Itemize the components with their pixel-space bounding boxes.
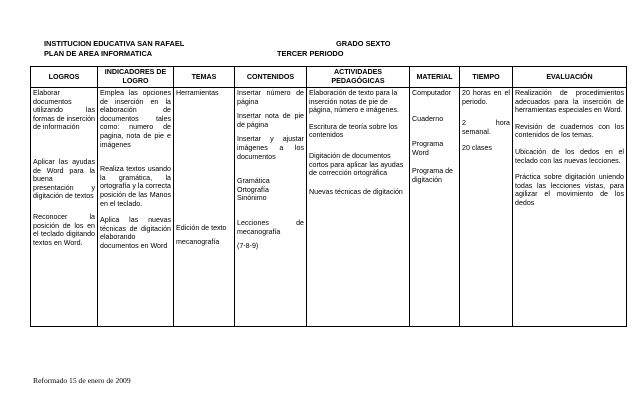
col-header-temas: TEMAS — [174, 67, 235, 88]
indicador-item: Emplea las opciones de inserción en la elaboración de documentos tales como: numero de pagina, nota de pie e imágenes — [100, 89, 171, 149]
material-item: Computador — [412, 89, 452, 97]
col-header-contenidos: CONTENIDOS — [235, 67, 307, 88]
tiempo-item: 2 hora semanal. — [462, 119, 510, 136]
logro-item: Aplicar las ayudas de Word para la buena presentación y digitación de textos — [33, 157, 95, 201]
contenido-item: Insertar nota de pie de página — [237, 112, 304, 129]
cell-evaluacion — [513, 88, 627, 327]
actividad-item: Escritura de teoría sobre los contenidos — [309, 122, 398, 140]
cell-indicadores — [98, 88, 174, 327]
actividad-item: Nuevas técnicas de digitación — [309, 187, 403, 196]
contenido-item: Sinónimo — [237, 194, 267, 203]
plan-title: PLAN DE AREA INFORMATICA — [44, 49, 153, 58]
evaluacion-item: Práctica sobre digitación uniendo todas las lecciones vistas, para agilizar el movimiento de los dedos — [515, 173, 624, 207]
contenido-item: Ortografía — [237, 185, 269, 194]
cell-tiempo — [460, 88, 513, 327]
tiempo-item: 20 clases — [462, 144, 492, 153]
contenido-item: Insertar número de página — [237, 89, 304, 106]
actividad-item: Elaboración de texto para la inserción notas de pie de página, número e imágenes. — [309, 89, 399, 115]
col-header-actividades: ACTIVIDADES PEDAGÓGICAS — [307, 67, 410, 88]
cell-logros — [31, 88, 98, 327]
tiempo-item: 20 horas en el periodo. — [462, 89, 510, 106]
contenido-item: Gramática — [237, 177, 270, 186]
evaluacion-item: Realización de procedimientos adecuados para la inserción de herramientas especiales en Word. — [515, 89, 624, 115]
contenido-item: Insertar y ajustar imágenes a los documentos — [237, 135, 304, 161]
tema-item: mecanografía — [176, 238, 220, 247]
logro-item: Elaborar documentos utilizando las formas de inserción de información — [33, 89, 95, 132]
table-header-row — [31, 67, 627, 88]
col-header-tiempo: TIEMPO — [460, 67, 513, 88]
evaluacion-item: Revisión de cuadernos con los contenidos de los temas. — [515, 122, 624, 140]
indicador-item: Aplica las nuevas técnicas de digitación elaborando documentos en Word — [100, 216, 171, 250]
col-header-logros: LOGROS — [31, 67, 98, 88]
cell-temas — [174, 88, 235, 327]
evaluacion-item: Ubicación de los dedos en el teclado con las nuevas lecciones. — [515, 147, 624, 165]
period-label: TERCER PERIODO — [277, 49, 344, 58]
logro-item: Reconocer la posición de los en el teclado digitando textos en Word. — [33, 212, 95, 247]
material-item: Programa de digitación — [412, 167, 454, 184]
tema-item: Edición de texto — [176, 223, 227, 232]
col-header-indicadores: INDICADORES DE LOGRO — [98, 67, 174, 88]
table-row — [31, 88, 627, 327]
indicador-item: Realiza textos usando la gramática, la ortografía y la correcta posición de las Manos en el teclado. — [100, 165, 171, 208]
plan-table — [30, 66, 627, 327]
tema-item: Herramientas — [176, 89, 219, 97]
col-header-material: MATERIAL — [410, 67, 460, 88]
footer-note: Reformado 15 de enero de 2009 — [33, 376, 131, 385]
cell-actividades — [307, 88, 410, 327]
cell-material — [410, 88, 460, 327]
col-header-evaluacion: EVALUACIÓN — [513, 67, 627, 88]
contenido-item: Lecciones de mecanografía — [237, 218, 304, 236]
institution-name: INSTITUCION EDUCATIVA SAN RAFAEL — [44, 39, 185, 48]
material-item: Programa Word — [412, 140, 444, 157]
material-item: Cuaderno — [412, 114, 444, 123]
cell-contenidos — [235, 88, 307, 327]
actividad-item: Digitación de documentos cortos para aplicar las ayudas de corrección ortográfica — [309, 151, 404, 178]
grade-label: GRADO SEXTO — [336, 39, 391, 48]
contenido-item: (7-8-9) — [237, 242, 259, 251]
